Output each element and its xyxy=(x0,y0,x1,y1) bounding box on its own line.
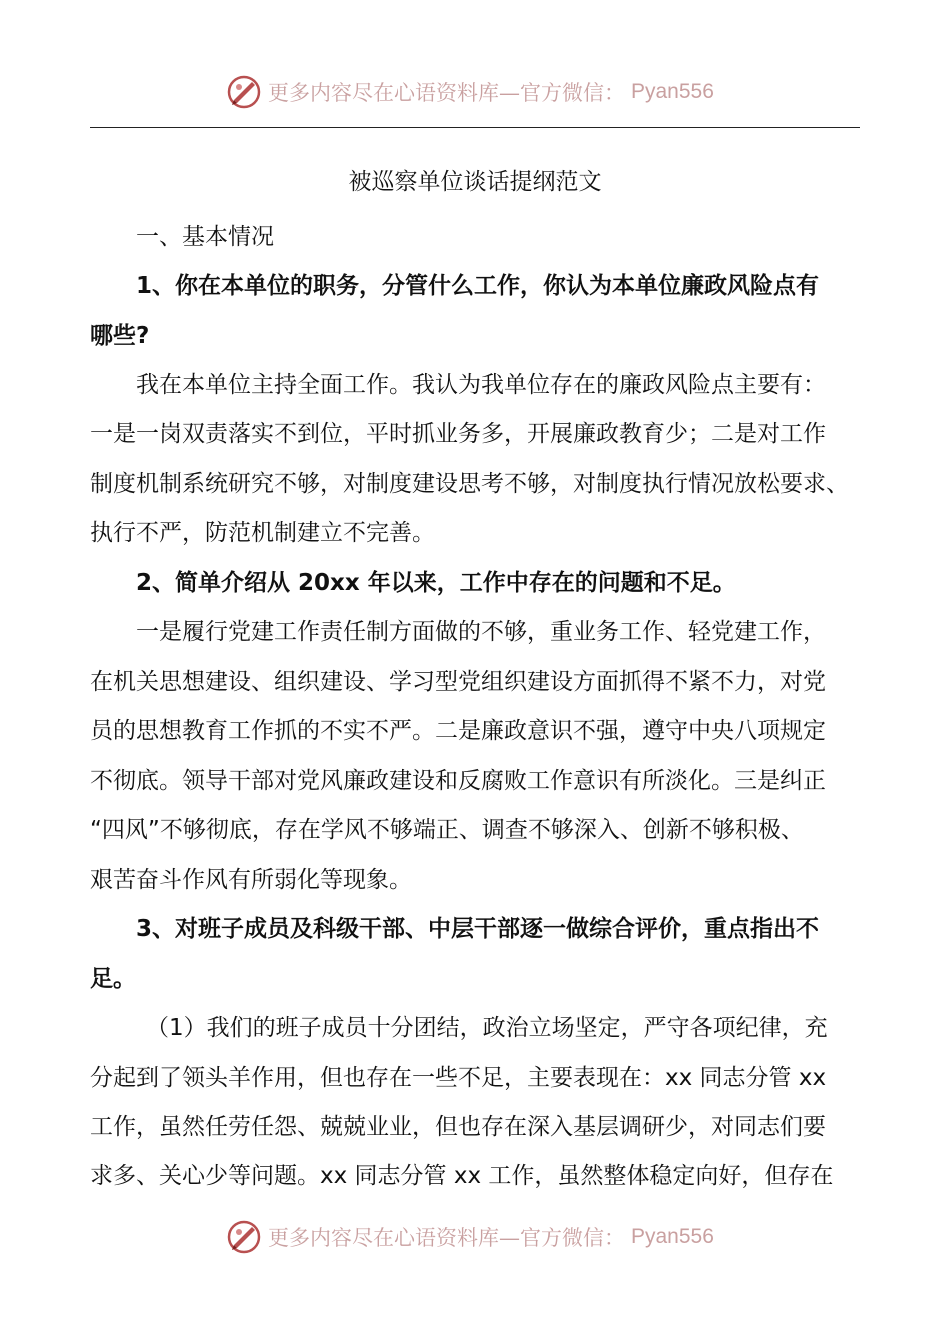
watermark-wechat: Pyan556 xyxy=(631,80,714,103)
question-1-line: 哪些? xyxy=(90,323,150,349)
answer-2-line: 不彻底。领导干部对党风廉政建设和反腐败工作意识有所淡化。三是纠正 xyxy=(90,768,826,794)
watermark-text: 更多内容尽在心语资料库—官方微信： xyxy=(268,81,625,105)
header-rule xyxy=(90,127,860,128)
section-heading: 一、基本情况 xyxy=(136,224,274,250)
answer-2-line: 艰苦奋斗作风有所弱化等现象。 xyxy=(90,867,412,893)
question-2: 2、简单介绍从 20xx 年以来，工作中存在的问题和不足。 xyxy=(136,570,736,596)
answer-2-line: 在机关思想建设、组织建设、学习型党组织建设方面抓得不紧不力，对党 xyxy=(90,669,826,695)
answer-3-line: 工作，虽然任劳任怨、兢兢业业，但也存在深入基层调研少，对同志们要 xyxy=(90,1114,826,1140)
answer-1-line: 我在本单位主持全面工作。我认为我单位存在的廉政风险点主要有： xyxy=(136,372,826,398)
answer-2-line: 一是履行党建工作责任制方面做的不够，重业务工作、轻党建工作， xyxy=(136,619,826,645)
pen-logo-icon xyxy=(226,1219,262,1255)
answer-3-line: 分起到了领头羊作用，但也存在一些不足，主要表现在：xx 同志分管 xx xyxy=(90,1065,827,1091)
document-title: 被巡察单位谈话提纲范文 xyxy=(348,169,602,195)
answer-1-line: 执行不严，防范机制建立不完善。 xyxy=(90,520,435,546)
question-3-line: 足。 xyxy=(90,966,136,992)
answer-1-line: 一是一岗双责落实不到位，平时抓业务多，开展廉政教育少；二是对工作 xyxy=(90,421,826,447)
answer-2-line: “四风”不够彻底，存在学风不够端正、调查不够深入、创新不够积极、 xyxy=(90,817,804,843)
question-1-line: 1、你在本单位的职务，分管什么工作，你认为本单位廉政风险点有 xyxy=(136,273,820,299)
watermark-wechat: Pyan556 xyxy=(631,1225,714,1248)
footer-watermark xyxy=(226,1217,714,1257)
watermark-text: 更多内容尽在心语资料库—官方微信： xyxy=(268,1226,625,1250)
answer-1-line: 制度机制系统研究不够，对制度建设思考不够，对制度执行情况放松要求、 xyxy=(90,471,849,497)
header-watermark xyxy=(226,72,714,112)
answer-3-line: （1）我们的班子成员十分团结，政治立场坚定，严守各项纪律，充 xyxy=(146,1015,828,1041)
question-3-line: 3、对班子成员及科级干部、中层干部逐一做综合评价，重点指出不 xyxy=(136,916,820,942)
answer-2-line: 员的思想教育工作抓的不实不严。二是廉政意识不强，遵守中央八项规定 xyxy=(90,718,826,744)
pen-logo-icon xyxy=(226,74,262,110)
answer-3-line: 求多、关心少等问题。xx 同志分管 xx 工作，虽然整体稳定向好，但存在 xyxy=(90,1163,834,1189)
